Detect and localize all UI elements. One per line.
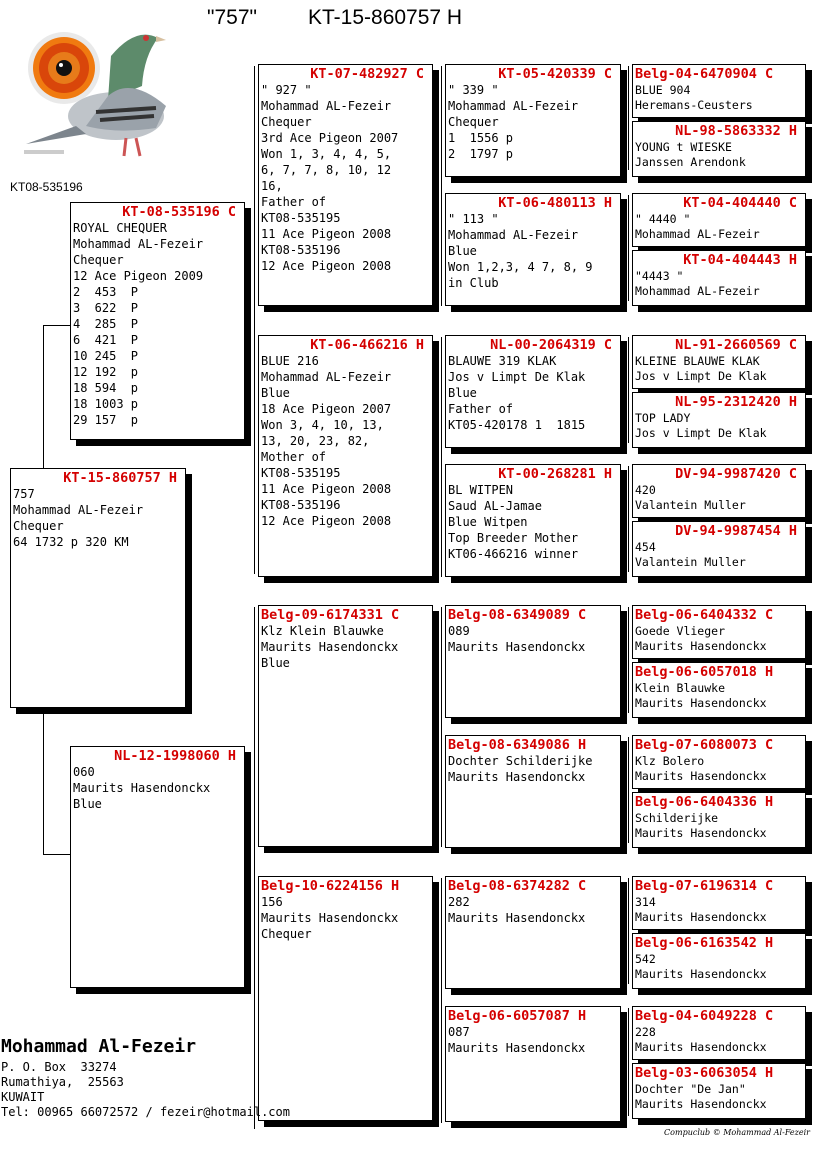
connector (628, 1008, 629, 1116)
ring-number: Belg-06-6057018 H (635, 664, 774, 680)
ring-number: Belg-08-6349089 C (448, 607, 587, 623)
card-details: 060 Maurits Hasendonckx Blue (73, 765, 211, 811)
card-details: Klz Bolero Maurits Hasendonckx (635, 754, 767, 783)
card-details: Klein Blauwke Maurits Hasendonckx (635, 681, 767, 710)
ggg-card (632, 876, 806, 930)
card-details: TOP LADY Jos v Limpt De Klak (635, 411, 767, 440)
ring-number: Belg-08-6374282 C (448, 878, 587, 894)
ring-number: KT-05-420339 C (498, 66, 612, 82)
card-details: 089 Maurits Hasendonckx (448, 624, 586, 654)
ggg-card (632, 335, 806, 389)
owner-name: Mohammad Al-Fezeir (1, 1036, 197, 1057)
great-grandparent-card (445, 876, 621, 989)
card-details: BLUE 216 Mohammad AL-Fezeir Blue 18 Ace Pigeon 2007 Won 3, 4, 10, 13, 13, 20, 23, 82, Mother of KT08-535195 11 Ace Pigeon 2008 KT08-535196 12 Ace Pigeon 2008 (261, 354, 392, 528)
owner-details: P. O. Box 33274 Rumathiya, 25563 KUWAIT Tel: 00965 66072572 / fezeir@hotmail.com (1, 1060, 290, 1119)
ring-number: NL-95-2312420 H (675, 394, 797, 410)
connector (628, 607, 629, 713)
connector (254, 607, 255, 1129)
card-details: 420 Valantein Muller (635, 483, 746, 512)
ggg-card (632, 464, 806, 518)
ring-number: Belg-06-6404332 C (635, 607, 774, 623)
ring-number: Belg-04-6470904 C (635, 66, 774, 82)
connector (628, 737, 629, 843)
connector (254, 66, 255, 574)
connector (441, 878, 442, 1123)
ring-number: KT-06-466216 H (310, 337, 424, 353)
grandparent-card (258, 335, 433, 577)
photo-caption: KT08-535196 (10, 180, 83, 194)
connector (441, 66, 442, 306)
ring-number: NL-00-2064319 C (490, 337, 612, 353)
ggg-card (632, 933, 806, 989)
card-details: Schilderijke Maurits Hasendonckx (635, 811, 767, 840)
card-details: 087 Maurits Hasendonckx (448, 1025, 586, 1055)
great-grandparent-card (445, 64, 621, 177)
credit: Compuclub © Mohammad Al-Fezeir (664, 1128, 810, 1137)
card-details: Klz Klein Blauwke Maurits Hasendonckx Blue (261, 624, 399, 670)
card-details: "4443 " Mohammad AL-Fezeir (635, 269, 760, 298)
pigeon-ring-title: KT-15-860757 H (308, 6, 463, 29)
ring-number: Belg-08-6349086 H (448, 737, 587, 753)
connector (628, 66, 629, 170)
ring-number: NL-12-1998060 H (114, 748, 236, 764)
great-grandparent-card (445, 735, 621, 848)
card-details: 542 Maurits Hasendonckx (635, 952, 767, 981)
connector (43, 325, 44, 470)
card-details: BLUE 904 Heremans-Ceusters (635, 83, 753, 112)
ring-number: NL-98-5863332 H (675, 123, 797, 139)
ggg-card (632, 1006, 806, 1060)
great-grandparent-card (445, 193, 621, 306)
card-details: " 4440 " Mohammad AL-Fezeir (635, 212, 760, 241)
ring-number: KT-07-482927 C (310, 66, 424, 82)
card-details: Goede Vlieger Maurits Hasendonckx (635, 624, 767, 653)
ggg-card (632, 662, 806, 718)
ggg-card (632, 193, 806, 247)
connector (441, 337, 442, 577)
dam-card (70, 746, 245, 988)
card-details: 454 Valantein Muller (635, 540, 746, 569)
connector (628, 466, 629, 572)
card-details: 228 Maurits Hasendonckx (635, 1025, 767, 1054)
ggg-card (632, 521, 806, 577)
grandparent-card (258, 605, 433, 847)
connector (441, 607, 442, 847)
connector (628, 878, 629, 984)
card-details: YOUNG t WIESKE Janssen Arendonk (635, 140, 746, 169)
ggg-card (632, 735, 806, 789)
ring-number: KT-00-268281 H (498, 466, 612, 482)
great-grandparent-card (445, 464, 621, 577)
ggg-card (632, 605, 806, 659)
ring-number: KT-04-404443 H (683, 252, 797, 268)
connector (43, 714, 44, 854)
card-details: 314 Maurits Hasendonckx (635, 895, 767, 924)
ggg-card (632, 250, 806, 306)
connector (43, 325, 71, 326)
card-details: ROYAL CHEQUER Mohammad AL-Fezeir Chequer 12 Ace Pigeon 2009 2 453 P 3 622 P 4 285 P 6 421 P 10 245 P 12 192 p 18 594 p 18 1003 p 29 157 p (73, 221, 204, 427)
ring-number: Belg-07-6080073 C (635, 737, 774, 753)
sire-card (70, 202, 245, 440)
ring-number: KT-15-860757 H (63, 470, 177, 486)
ring-number: DV-94-9987454 H (675, 523, 797, 539)
card-details: BLAUWE 319 KLAK Jos v Limpt De Klak Blue Father of KT05-420178 1 1815 (448, 354, 586, 432)
great-grandparent-card (445, 335, 621, 448)
great-grandparent-card (445, 1006, 621, 1122)
ggg-card (632, 121, 806, 177)
ring-number: Belg-09-6174331 C (261, 607, 400, 623)
ring-number: KT-06-480113 H (498, 195, 612, 211)
ring-number: Belg-10-6224156 H (261, 878, 400, 894)
ring-number: Belg-06-6163542 H (635, 935, 774, 951)
grandparent-card (258, 64, 433, 306)
ggg-card (632, 64, 806, 118)
pigeon-nickname: "757" (207, 6, 257, 29)
card-details: 757 Mohammad AL-Fezeir Chequer 64 1732 p 320 KM (13, 487, 144, 549)
card-details: " 927 " Mohammad AL-Fezeir Chequer 3rd Ace Pigeon 2007 Won 1, 3, 4, 4, 5, 6, 7, 7, 8, 10, 12 16, Father of KT08-535195 11 Ace Pigeon 2008 KT08-535196 12 Ace Pigeon 2008 (261, 83, 399, 273)
ggg-card (632, 1063, 806, 1119)
ring-number: Belg-03-6063054 H (635, 1065, 774, 1081)
ggg-card (632, 792, 806, 848)
ring-number: NL-91-2660569 C (675, 337, 797, 353)
connector (628, 195, 629, 301)
great-grandparent-card (445, 605, 621, 718)
ring-number: KT-04-404440 C (683, 195, 797, 211)
ring-number: Belg-06-6404336 H (635, 794, 774, 810)
card-details: BL WITPEN Saud AL-Jamae Blue Witpen Top Breeder Mother KT06-466216 winner (448, 483, 579, 561)
pigeon-photo (16, 16, 176, 166)
subject-card (10, 468, 186, 708)
card-details: Dochter Schilderijke Maurits Hasendonckx (448, 754, 593, 784)
card-details: 156 Maurits Hasendonckx Chequer (261, 895, 399, 941)
card-details: Dochter "De Jan" Maurits Hasendonckx (635, 1082, 767, 1111)
ring-number: KT-08-535196 C (122, 204, 236, 220)
ring-number: Belg-06-6057087 H (448, 1008, 587, 1024)
ggg-card (632, 392, 806, 448)
card-details: 282 Maurits Hasendonckx (448, 895, 586, 925)
card-details: KLEINE BLAUWE KLAK Jos v Limpt De Klak (635, 354, 767, 383)
ring-number: DV-94-9987420 C (675, 466, 797, 482)
ring-number: Belg-07-6196314 C (635, 878, 774, 894)
ring-number: Belg-04-6049228 C (635, 1008, 774, 1024)
card-details: " 339 " Mohammad AL-Fezeir Chequer 1 1556 p 2 1797 p (448, 83, 579, 161)
card-details: " 113 " Mohammad AL-Fezeir Blue Won 1,2,3, 4 7, 8, 9 in Club (448, 212, 593, 290)
connector (43, 854, 71, 855)
connector (628, 337, 629, 443)
